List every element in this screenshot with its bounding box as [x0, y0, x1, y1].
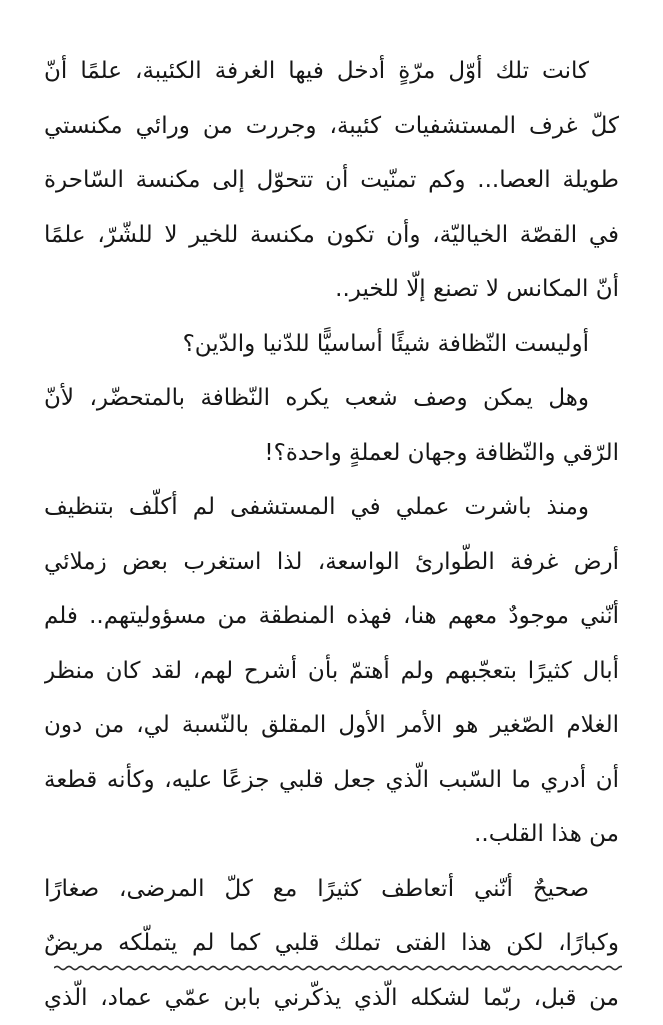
- wavy-divider: [54, 962, 622, 974]
- text-line: أرض غرفة الطّوارئ الواسعة، لذا استغرب بعض زملائي: [44, 535, 619, 590]
- text-line: وكبارًا، لكن هذا الفتى تملك قلبي كما لم يتملّكه مريضٌ: [44, 916, 619, 971]
- paragraph-3: [44, 371, 619, 480]
- paragraph-1: [44, 44, 619, 317]
- text-line: من قبل، ربّما لشكله الّذي يذكّرني بابن عمّي عماد، الّذي: [44, 971, 619, 1025]
- text-line: من هذا القلب..: [44, 807, 619, 862]
- text-line: وهل يمكن وصف شعب يكره النّظافة بالمتحضّر، لأنّ: [44, 371, 619, 426]
- text-line: كانت تلك أوّل مرّةٍ أدخل فيها الغرفة الكئيبة، علمًا أنّ: [44, 44, 619, 99]
- text-line: طويلة العصا... وكم تمنّيت أن تتحوّل إلى مكنسة السّاحرة: [44, 153, 619, 208]
- text-line: الرّقي والنّظافة وجهان لعملةٍ واحدة؟!: [44, 426, 619, 481]
- text-line: أبال كثيرًا بتعجّبهم ولم أهتمّ بأن أشرح لهم، لقد كان منظر: [44, 644, 619, 699]
- text-line: أوليست النّظافة شيئًا أساسيًّا للدّنيا والدّين؟: [44, 317, 619, 372]
- text-line: الغلام الصّغير هو الأمر الأول المقلق بالنّسبة لي، من دون: [44, 698, 619, 753]
- paragraph-2: [44, 317, 619, 372]
- text-line: في القصّة الخياليّة، وأن تكون مكنسة للخير لا للشّرّ، علمًا: [44, 208, 619, 263]
- text-line: ومنذ باشرت عملي في المستشفى لم أكلّف بتنظيف: [44, 480, 619, 535]
- text-line: أنّ المكانس لا تصنع إلّا للخير..: [44, 262, 619, 317]
- book-page: [44, 44, 619, 1025]
- text-line: صحيحٌ أنّني أتعاطف كثيرًا مع كلّ المرضى، صغارًا: [44, 862, 619, 917]
- paragraph-4: [44, 480, 619, 862]
- text-line: أن أدري ما السّبب الّذي جعل قلبي جزعًا عليه، وكأنه قطعة: [44, 753, 619, 808]
- paragraph-5: [44, 862, 619, 1025]
- text-line: كلّ غرف المستشفيات كئيبة، وجررت من ورائي مكنستي: [44, 99, 619, 154]
- text-line: أنّني موجودٌ معهم هنا، فهذه المنطقة من مسؤوليتهم.. فلم: [44, 589, 619, 644]
